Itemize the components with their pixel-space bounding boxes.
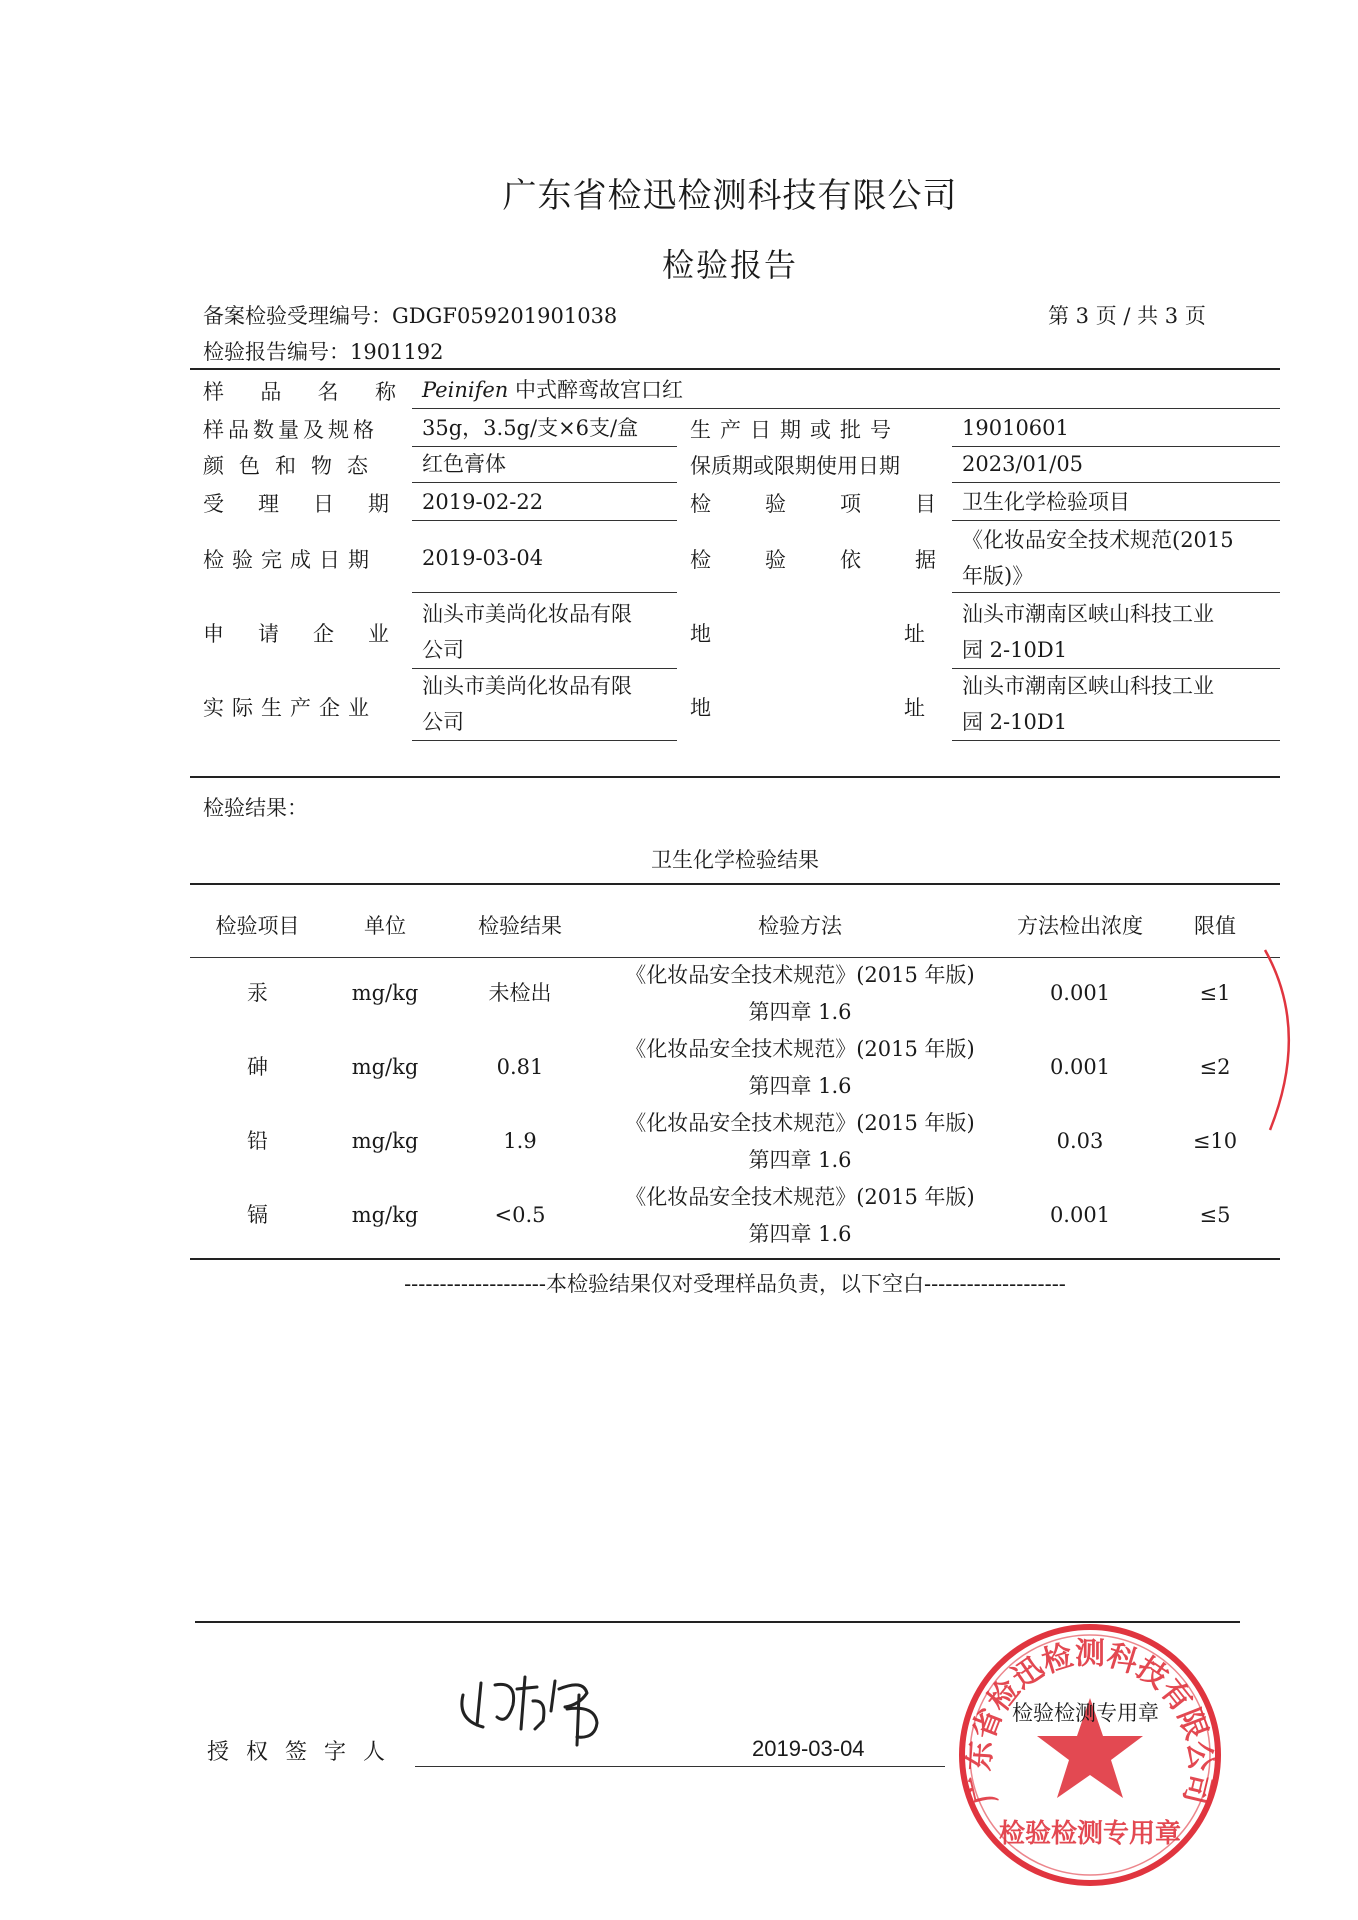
basis-label: 检验依据 <box>690 548 990 572</box>
cell-result: <0.5 <box>494 1203 546 1227</box>
seal-caption: 检验检测专用章 <box>1012 1701 1159 1725</box>
manufacturer-line2: 公司 <box>422 710 464 734</box>
cell-method-line1: 《化妆品安全技术规范》(2015 年版) <box>625 963 975 987</box>
cell-item: 砷 <box>247 1055 268 1079</box>
expiry-label: 保质期或限期使用日期 <box>690 454 900 478</box>
seal-edge-arc <box>1255 940 1315 1140</box>
info-bottom-rule <box>190 776 1280 778</box>
address2-line2: 园 2-10D1 <box>962 710 1068 734</box>
address-label: 地 址 <box>690 622 925 646</box>
cell-detection: 0.001 <box>1049 1055 1111 1079</box>
address2-line1: 汕头市潮南区峡山科技工业 <box>962 674 1214 698</box>
batch-value: 19010601 <box>962 416 1069 440</box>
applicant-line1: 汕头市美尚化妆品有限 <box>422 602 632 626</box>
received-value: 2019-02-22 <box>422 490 544 514</box>
results-label: 检验结果： <box>203 796 308 820</box>
cell-unit: mg/kg <box>351 1203 419 1227</box>
cell-limit: ≤5 <box>1199 1203 1231 1227</box>
cell-result: 未检出 <box>488 981 552 1005</box>
report-title: 检验报告 <box>661 246 798 284</box>
sample-name-value <box>422 372 683 408</box>
handwritten-signature <box>455 1665 625 1750</box>
cell-unit: mg/kg <box>351 981 419 1005</box>
cell-method-line2: 第四章 1.6 <box>748 1000 852 1024</box>
basis-line1: 《化妆品安全技术规范(2015 <box>962 528 1234 552</box>
signatory-label: 授权签字人 <box>207 1740 403 1765</box>
results-table-title: 卫生化学检验结果 <box>651 848 819 872</box>
cell-method-line1: 《化妆品安全技术规范》(2015 年版) <box>625 1185 975 1209</box>
col-method: 检验方法 <box>758 914 842 938</box>
address-line2: 园 2-10D1 <box>962 638 1068 662</box>
svg-text:广东省检迅检测科技有限公司: 广东省检迅检测科技有限公司 <box>962 1636 1218 1808</box>
table-bottom-rule <box>190 1258 1280 1260</box>
blank-below-note: --------------------本检验结果仅对受理样品负责，以下空白-------------------- <box>404 1272 1066 1296</box>
qty-value: 35g，3.5g/支×6支/盒 <box>422 416 639 440</box>
cell-unit: mg/kg <box>351 1129 419 1153</box>
brand-name: Peinifen <box>422 378 509 402</box>
cell-result: 0.81 <box>496 1055 544 1079</box>
manufacturer-label: 实际生产企业 <box>203 696 377 720</box>
applicant-line2: 公司 <box>422 638 464 662</box>
finished-value: 2019-03-04 <box>422 546 544 570</box>
signature-line <box>415 1766 945 1767</box>
cell-detection: 0.001 <box>1049 981 1111 1005</box>
col-item: 检验项目 <box>215 914 300 938</box>
cell-result: 1.9 <box>503 1129 537 1153</box>
cell-item: 镉 <box>247 1203 268 1227</box>
report-number: 检验报告编号：1901192 <box>203 340 444 364</box>
col-unit: 单位 <box>364 914 406 938</box>
cell-method-line2: 第四章 1.6 <box>748 1148 852 1172</box>
company-name: 广东省检迅检测科技有限公司 <box>502 176 958 216</box>
batch-label: 生产日期或批号 <box>690 418 900 442</box>
received-label: 受理日期 <box>203 492 423 516</box>
expiry-value: 2023/01/05 <box>962 452 1084 476</box>
col-detection: 方法检出浓度 <box>1017 914 1143 938</box>
signature-date: 2019-03-04 <box>752 1736 865 1761</box>
filing-number: 备案检验受理编号：GDGF059201901038 <box>203 304 618 328</box>
cell-item: 汞 <box>247 981 268 1005</box>
cell-method-line2: 第四章 1.6 <box>748 1222 852 1246</box>
cell-detection: 0.001 <box>1049 1203 1111 1227</box>
col-result: 检验结果 <box>478 914 562 938</box>
cell-limit: ≤2 <box>1199 1055 1231 1079</box>
basis-line2: 年版)》 <box>962 564 1034 588</box>
manufacturer-line1: 汕头市美尚化妆品有限 <box>422 674 632 698</box>
table-top-rule <box>190 883 1280 885</box>
cell-unit: mg/kg <box>351 1055 419 1079</box>
product-name: 中式醉鸾故宫口红 <box>514 378 683 402</box>
col-limit: 限值 <box>1194 914 1236 938</box>
sample-name-label: 样 品 名 称 <box>203 380 396 404</box>
cell-limit: ≤10 <box>1192 1129 1238 1153</box>
address-line1: 汕头市潮南区峡山科技工业 <box>962 602 1214 626</box>
cell-limit: ≤1 <box>1199 981 1231 1005</box>
color-value: 红色膏体 <box>422 452 506 476</box>
finished-label: 检验完成日期 <box>203 548 377 572</box>
page-info: 第 3 页 / 共 3 页 <box>1048 304 1206 328</box>
header-rule <box>190 368 1280 370</box>
svg-text:检验检测专用章: 检验检测专用章 <box>998 1819 1182 1849</box>
official-seal <box>955 1620 1225 1890</box>
item-label: 检验项目 <box>690 492 990 516</box>
cell-method-line1: 《化妆品安全技术规范》(2015 年版) <box>625 1037 975 1061</box>
item-value: 卫生化学检验项目 <box>962 490 1130 514</box>
cell-item: 铅 <box>247 1129 268 1153</box>
qty-label: 样品数量及规格 <box>203 418 378 442</box>
cell-method-line2: 第四章 1.6 <box>748 1074 852 1098</box>
color-label: 颜色和物态 <box>203 454 383 478</box>
applicant-label: 申请企业 <box>203 622 423 646</box>
cell-method-line1: 《化妆品安全技术规范》(2015 年版) <box>625 1111 975 1135</box>
cell-detection: 0.03 <box>1056 1129 1104 1153</box>
address2-label: 地 址 <box>690 696 925 720</box>
